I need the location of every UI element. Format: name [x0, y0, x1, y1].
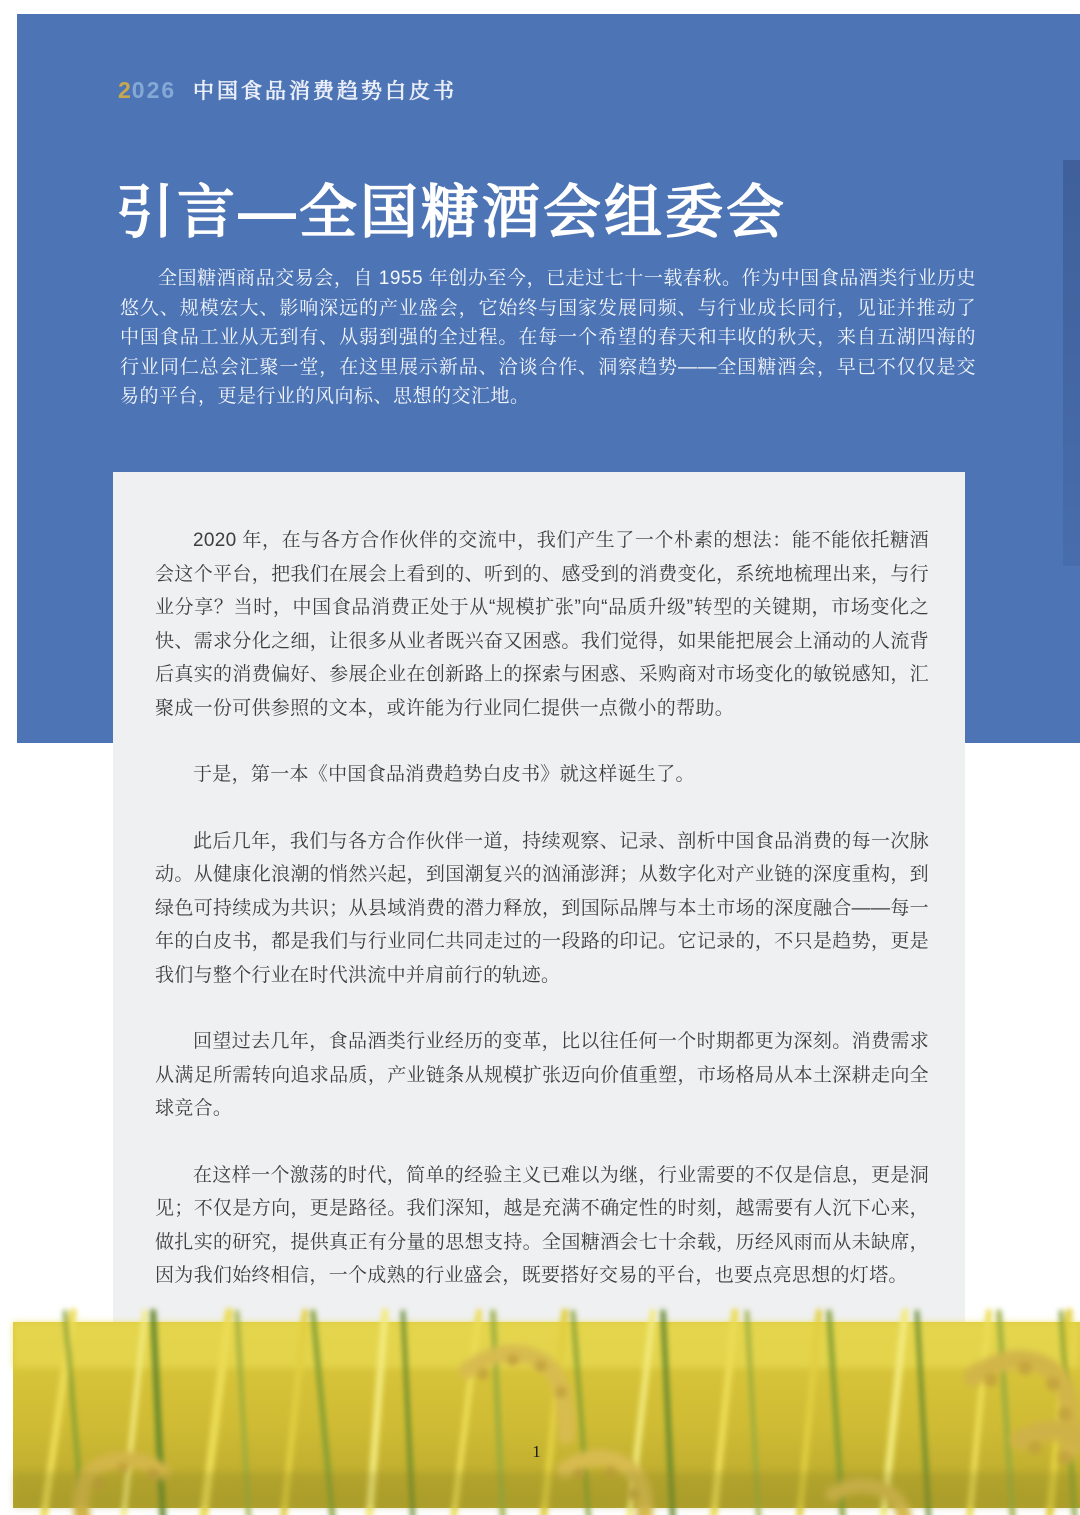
card-paragraph: 此后几年，我们与各方合作伙伴一道，持续观察、记录、剖析中国食品消费的每一次脉动。从健康化浪潮的悄然兴起，到国潮复兴的汹涌澎湃；从数字化对产业链的深度重构，到绿色可持续成为共识；从县域消费的潜力释放，到国际品牌与本土市场的深度融合——每一年的白皮书，都是我们与行业同仁共同走过的一段路的印记。它记录的，不只是趋势，更是我们与整个行业在时代洪流中并肩前行的轨迹。: [155, 830, 929, 986]
brand-year-lead-digit: 2: [118, 77, 132, 103]
page-title: 引言—全国糖酒会组委会: [116, 180, 788, 245]
right-edge-image-strip: [1063, 160, 1080, 566]
card-paragraph: 在这样一个激荡的时代，简单的经验主义已难以为继，行业需要的不仅是信息，更是洞见；不仅是方向，更是路径。我们深知，越是充满不确定性的时刻，越需要有人沉下心来，做扎实的研究，提供真正有分量的思想支持。全国糖酒会七十余载，历经风雨而从未缺席，因为我们始终相信，一个成熟的行业盛会，既要搭好交易的平台，也要点亮思想的灯塔。: [155, 1164, 929, 1286]
card-paragraph: 2020 年，在与各方合作伙伴的交流中，我们产生了一个朴素的想法：能不能依托糖酒会这个平台，把我们在展会上看到的、听到的、感受到的消费变化，系统地梳理出来，与行业分享？当时，中国食品消费正处于从“规模扩张”向“品质升级”转型的关键期，市场变化之快、需求分化之细，让很多从业者既兴奋又困惑。我们觉得，如果能把展会上涌动的人流背后真实的消费偏好、参展企业在创新路上的探索与困惑、采购商对市场变化的敏锐感知，汇聚成一份可供参照的文本，或许能为行业同仁提供一点微小的帮助。: [155, 530, 929, 719]
brand-title: 中国食品消费趋势白皮书: [193, 80, 458, 103]
card-paragraph: 回望过去几年，食品酒类行业经历的变革，比以往任何一个时期都更为深刻。消费需求从满足所需转向追求品质，产业链条从规模扩张迈向价值重塑，市场格局从本土深耕走向全球竞合。: [155, 1031, 929, 1119]
brand-logo: [118, 75, 457, 105]
rice-field-photo: [13, 1322, 1080, 1508]
brand-year-rest-digits: 026: [131, 77, 177, 103]
card-paragraph: 于是，第一本《中国食品消费趋势白皮书》就这样诞生了。: [193, 764, 695, 785]
page-number: 1: [532, 1442, 541, 1461]
content-card: [113, 472, 965, 1322]
hero-intro-paragraph: 全国糖酒商品交易会，自 1955 年创办至今，已走过七十一载春秋。作为中国食品酒类行业历史悠久、规模宏大、影响深远的产业盛会，它始终与国家发展同频、与行业成长同行，见证并推动了中国食品工业从无到有、从弱到强的全过程。在每一个希望的春天和丰收的秋天，来自五湖四海的行业同仁总会汇聚一堂，在这里展示新品、洽谈合作、洞察趋势——全国糖酒会，早已不仅仅是交易的平台，更是行业的风向标、思想的交汇地。: [120, 268, 976, 407]
